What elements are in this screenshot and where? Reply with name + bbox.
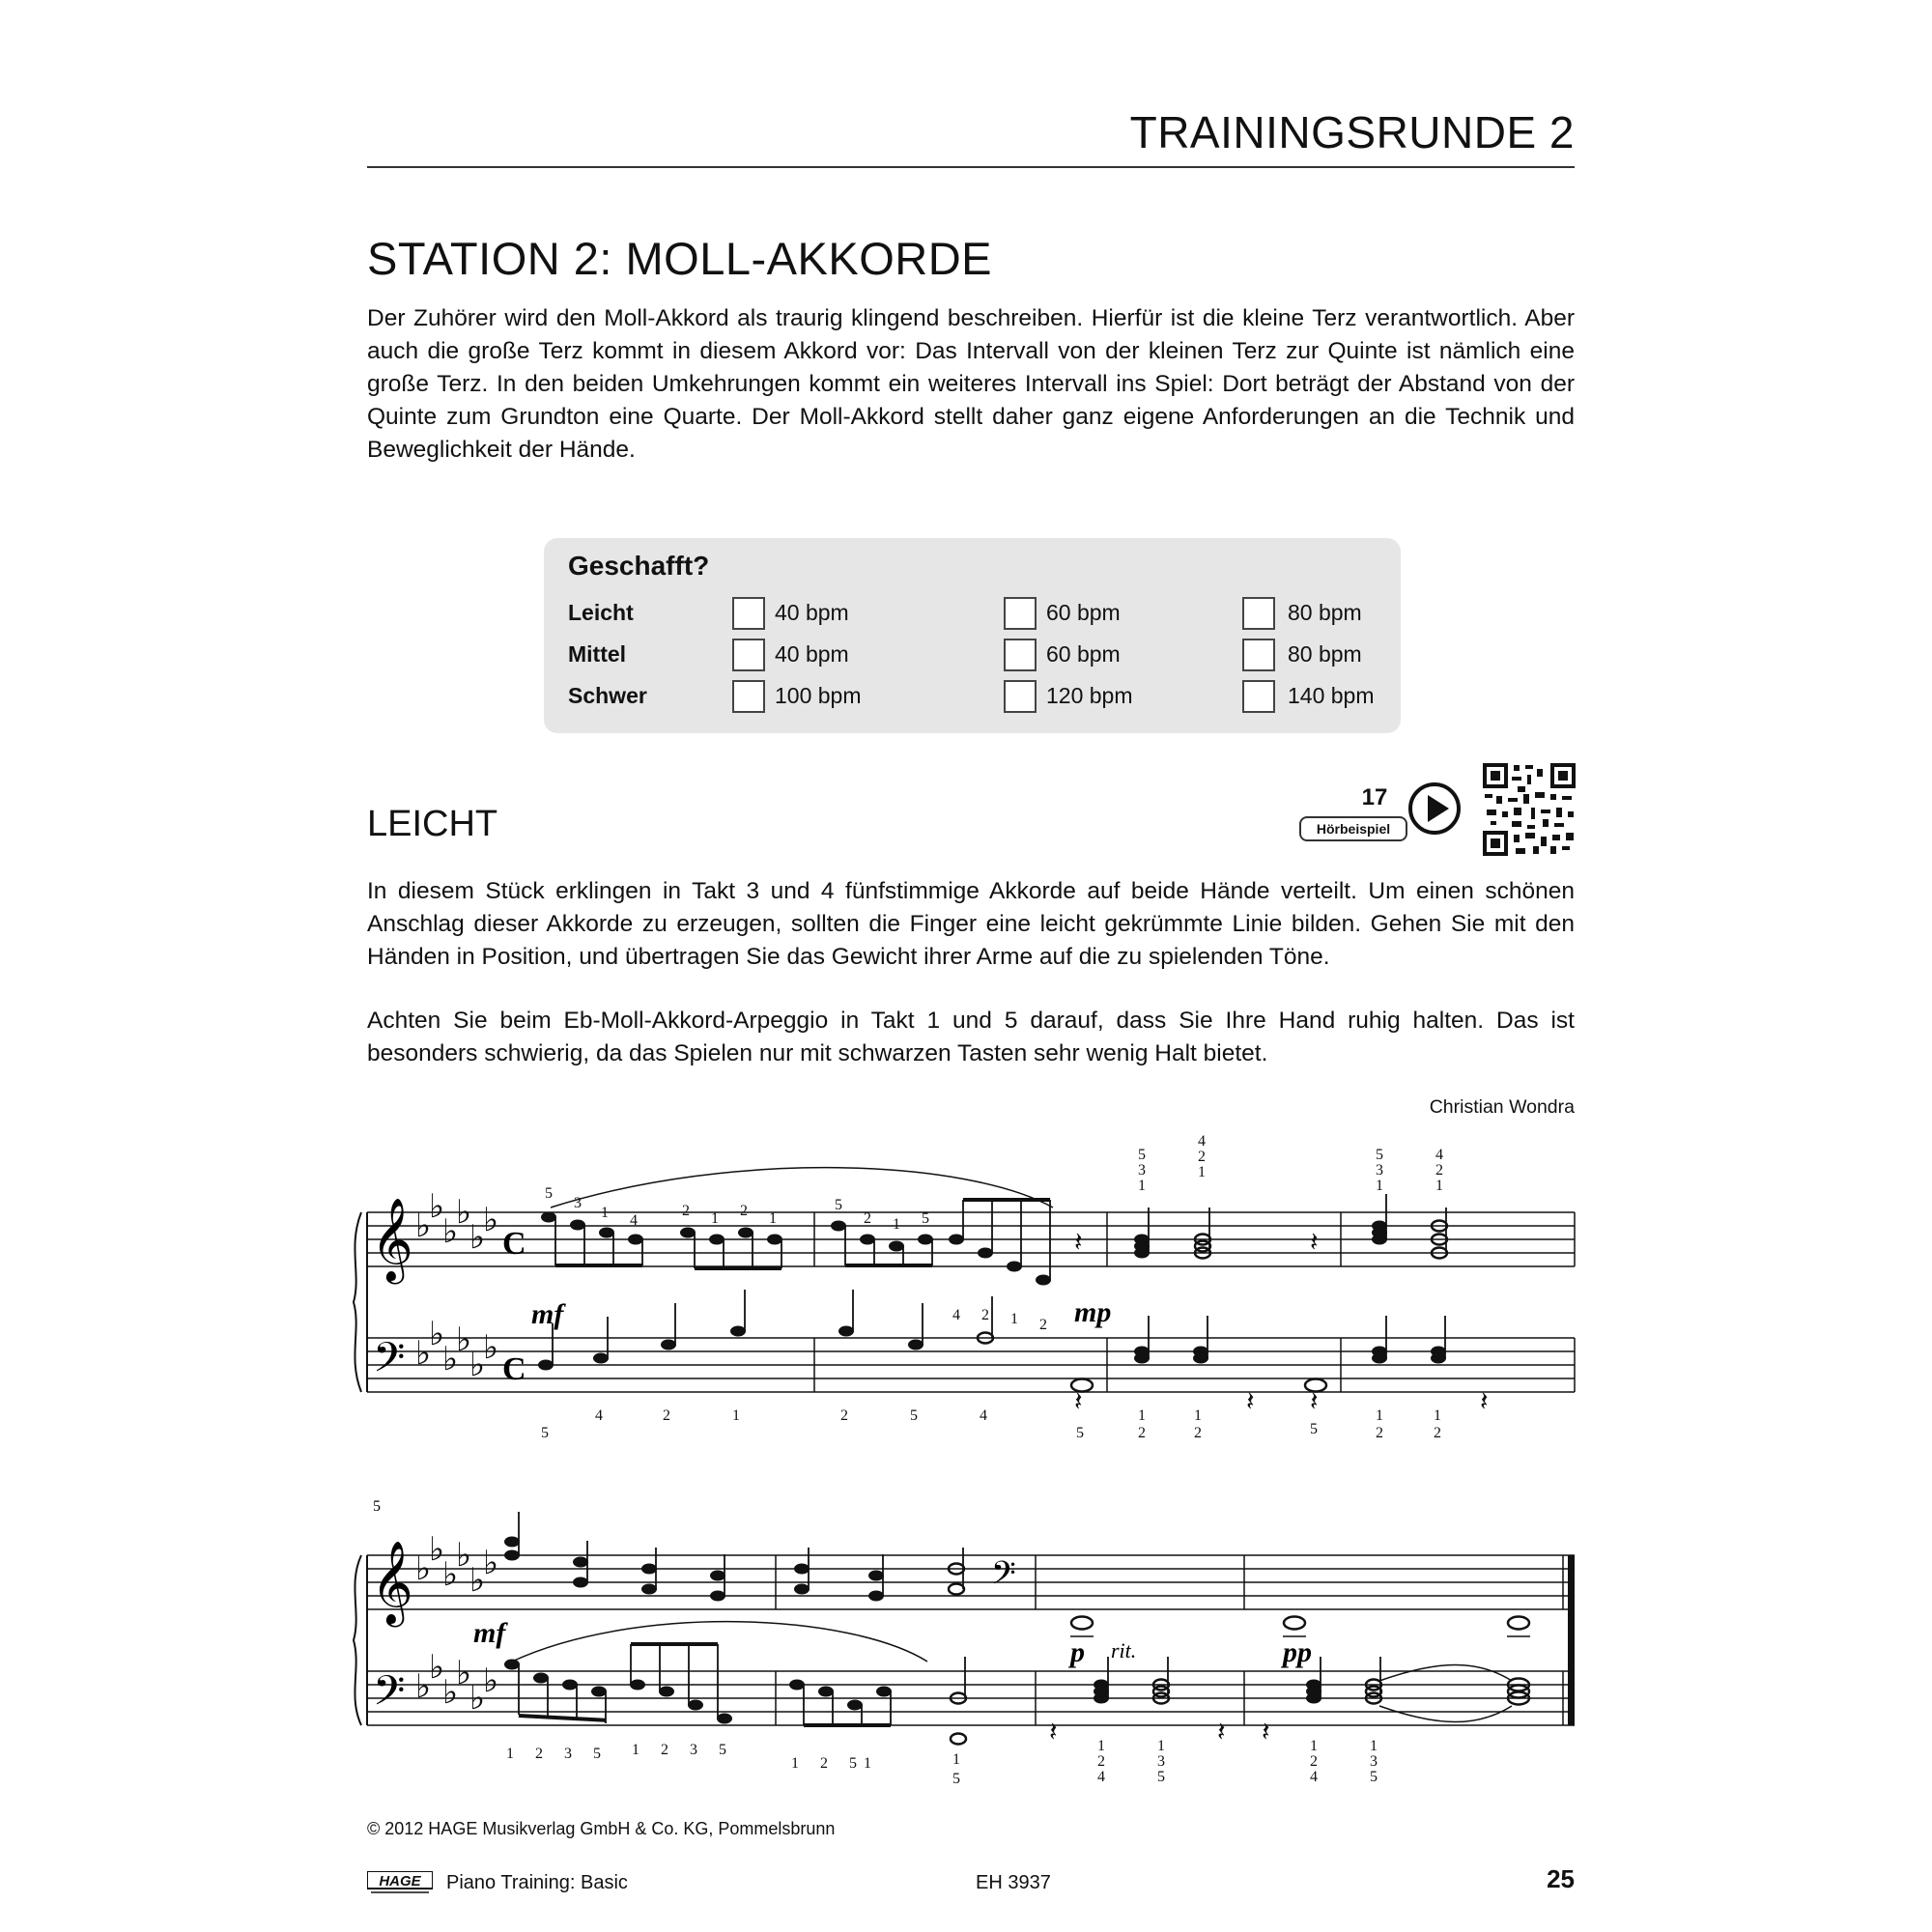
svg-text:♭: ♭ [429,1532,445,1568]
svg-text:1: 1 [506,1746,514,1762]
station-title: STATION 2: MOLL-AKKORDE [367,233,992,284]
svg-text:1: 1 [952,1751,960,1768]
svg-text:4: 4 [980,1407,987,1424]
svg-text:1: 1 [1097,1738,1105,1754]
svg-text:5: 5 [922,1210,929,1227]
svg-text:2: 2 [1097,1753,1105,1770]
svg-text:1: 1 [1310,1738,1318,1754]
svg-text:2: 2 [682,1203,690,1219]
audio-example-label: Hörbeispiel [1299,816,1407,841]
svg-text:4: 4 [1310,1769,1318,1785]
tempo-label: 120 bpm [1046,683,1133,708]
svg-text:4: 4 [1097,1769,1105,1785]
audio-track-number: 17 [1361,784,1388,810]
svg-text:1: 1 [1435,1178,1443,1194]
svg-text:5: 5 [835,1197,842,1213]
svg-text:♭: ♭ [469,1348,486,1383]
tempo-label: 40 bpm [775,641,849,667]
qr-code-icon[interactable] [1483,763,1576,856]
svg-text:♭: ♭ [456,1322,472,1358]
checkbox-schwer-3[interactable] [1242,680,1275,713]
svg-text:𝄽: 𝄽 [1074,1387,1083,1417]
svg-text:𝄞: 𝄞 [371,1544,413,1623]
svg-text:𝄽: 𝄽 [1262,1718,1270,1747]
svg-text:1: 1 [1376,1407,1383,1424]
svg-text:1: 1 [732,1407,740,1424]
svg-text:1: 1 [711,1210,719,1227]
svg-text:♭: ♭ [483,1663,499,1699]
svg-text:𝄽: 𝄽 [1074,1228,1083,1258]
svg-text:4: 4 [1198,1133,1206,1150]
checkbox-mittel-2[interactable] [1004,639,1037,671]
svg-text:♭: ♭ [483,1203,499,1238]
svg-text:♭: ♭ [442,1675,459,1711]
svg-text:𝄞: 𝄞 [371,1201,413,1280]
dynamic-p: p [1070,1636,1085,1668]
checklist-title: Geschafft? [568,551,710,581]
svg-text:♭: ♭ [456,1195,472,1231]
checkbox-mittel-3[interactable] [1242,639,1275,671]
edition-number: EH 3937 [976,1872,1051,1893]
svg-text:𝄽: 𝄽 [1310,1228,1319,1258]
leicht-paragraph-2: Achten Sie beim Eb-Moll-Akkord-Arpeggio in Takt 1 und 5 darauf, dass Sie Ihre Hand ruhig halten. Das ist besonders schwierig, da das Spielen nur mit schwarzen Tasten sehr wenig Halt bietet. [367,1008,1575,1066]
checkbox-schwer-2[interactable] [1004,680,1037,713]
score-system-2 [348,1488,1594,1797]
svg-text:♭: ♭ [469,1681,486,1717]
svg-text:3: 3 [1157,1753,1165,1770]
svg-text:♭: ♭ [415,1336,432,1372]
svg-text:♭: ♭ [429,1650,445,1686]
svg-text:♭: ♭ [415,1208,432,1244]
svg-text:1: 1 [791,1755,799,1772]
svg-text:♭: ♭ [442,1557,459,1593]
svg-text:4: 4 [1435,1147,1443,1163]
svg-text:2: 2 [661,1742,668,1758]
leicht-paragraph-1: In diesem Stück erklingen in Takt 3 und 4 fünfstimmige Akkorde auf beide Hände verteilt. Um einen schönen Anschlag dieser Akkorde zu erzeugen, sollten die Finger eine leicht gekrümmte Linie bilden. Gehen Sie mit den Händen in Position, und übertragen Sie das Gewicht ihrer Arme auf die zu spielenden Töne. [367,878,1575,970]
dynamic-mp: mp [1074,1296,1112,1328]
composer: Christian Wondra [1429,1096,1575,1118]
svg-text:2: 2 [535,1746,543,1762]
tempo-rit: rit. [1111,1638,1137,1662]
svg-text:2: 2 [1198,1149,1206,1165]
svg-text:1: 1 [893,1216,900,1233]
play-icon[interactable] [1428,795,1449,822]
score-system-1 [348,1130,1594,1459]
svg-text:C: C [502,1226,526,1262]
svg-text:2: 2 [1194,1425,1202,1441]
svg-text:1: 1 [1010,1311,1018,1327]
svg-text:𝄢: 𝄢 [373,1669,406,1724]
dynamic-mf-2: mf [473,1617,506,1649]
svg-text:𝄽: 𝄽 [1246,1387,1255,1417]
page-number: 25 [1547,1864,1575,1893]
svg-text:5: 5 [1376,1147,1383,1163]
svg-text:𝄽: 𝄽 [1480,1387,1489,1417]
svg-text:3: 3 [564,1746,572,1762]
svg-text:2: 2 [864,1210,871,1227]
svg-text:4: 4 [630,1212,638,1229]
tempo-label: 60 bpm [1046,600,1121,625]
svg-text:2: 2 [840,1407,848,1424]
book-title: Piano Training: Basic [446,1872,628,1893]
svg-text:3: 3 [1376,1162,1383,1179]
tempo-label: 140 bpm [1288,683,1375,708]
svg-text:2: 2 [663,1407,670,1424]
svg-text:5: 5 [1310,1421,1318,1437]
svg-text:𝄽: 𝄽 [1217,1718,1226,1747]
svg-text:1: 1 [632,1742,639,1758]
svg-text:5: 5 [593,1746,601,1762]
checkbox-schwer-1[interactable] [732,680,765,713]
dynamic-mf: mf [531,1298,564,1330]
svg-text:2: 2 [740,1203,748,1219]
svg-text:𝄽: 𝄽 [1310,1387,1319,1417]
svg-text:1: 1 [1434,1407,1441,1424]
svg-text:2: 2 [1138,1425,1146,1441]
tempo-label: 80 bpm [1288,641,1362,667]
svg-text:♭: ♭ [469,1220,486,1256]
checkbox-leicht-3[interactable] [1242,597,1275,630]
level-label-schwer: Schwer [568,683,647,708]
svg-text:2: 2 [1310,1753,1318,1770]
svg-text:5: 5 [1157,1769,1165,1785]
svg-text:1: 1 [1194,1407,1202,1424]
svg-text:5: 5 [910,1407,918,1424]
svg-text:2: 2 [1435,1162,1443,1179]
svg-text:5: 5 [849,1755,857,1772]
svg-text:5: 5 [719,1742,726,1758]
svg-text:𝄢: 𝄢 [373,1336,406,1391]
svg-text:2: 2 [1039,1317,1047,1333]
svg-text:5: 5 [952,1771,960,1787]
svg-text:1: 1 [1157,1738,1165,1754]
svg-text:♭: ♭ [456,1538,472,1574]
publisher-logo [367,1871,433,1894]
svg-text:3: 3 [690,1742,697,1758]
tempo-label: 60 bpm [1046,641,1121,667]
section-title: LEICHT [367,804,498,844]
svg-text:♭: ♭ [483,1330,499,1366]
measure-number: 5 [373,1498,381,1515]
header-rule [367,166,1575,168]
tempo-label: 80 bpm [1288,600,1362,625]
copyright: © 2012 HAGE Musikverlag GmbH & Co. KG, Pommelsbrunn [367,1819,836,1838]
svg-text:1: 1 [864,1755,871,1772]
svg-text:𝄽: 𝄽 [1049,1718,1058,1747]
svg-text:♭: ♭ [483,1546,499,1581]
svg-text:♭: ♭ [442,1214,459,1250]
svg-text:2: 2 [1434,1425,1441,1441]
svg-text:1: 1 [769,1210,777,1227]
dynamic-pp: pp [1283,1636,1312,1668]
svg-text:𝄢: 𝄢 [991,1555,1016,1599]
checkbox-leicht-2[interactable] [1004,597,1037,630]
svg-text:3: 3 [574,1195,582,1211]
running-head: TRAININGSRUNDE 2 [1129,107,1575,157]
svg-text:3: 3 [1370,1753,1378,1770]
svg-text:1: 1 [601,1205,609,1221]
svg-text:♭: ♭ [415,1551,432,1587]
svg-text:2: 2 [820,1755,828,1772]
svg-text:1: 1 [1198,1164,1206,1180]
svg-text:3: 3 [1138,1162,1146,1179]
level-label-mittel: Mittel [568,641,627,667]
svg-text:5: 5 [541,1425,549,1441]
svg-text:1: 1 [1370,1738,1378,1754]
svg-text:5: 5 [545,1185,553,1202]
svg-text:2: 2 [1376,1425,1383,1441]
svg-text:♭: ♭ [415,1669,432,1705]
svg-text:5: 5 [1076,1425,1084,1441]
level-label-leicht: Leicht [568,600,634,625]
svg-text:4: 4 [952,1307,960,1323]
checkbox-mittel-1[interactable] [732,639,765,671]
svg-text:♭: ♭ [429,1189,445,1225]
svg-text:1: 1 [1376,1178,1383,1194]
svg-text:♭: ♭ [442,1342,459,1378]
tempo-label: 100 bpm [775,683,862,708]
tempo-label: 40 bpm [775,600,849,625]
svg-text:♭: ♭ [429,1317,445,1352]
svg-text:2: 2 [981,1307,989,1323]
svg-text:5: 5 [1138,1147,1146,1163]
svg-text:1: 1 [1138,1407,1146,1424]
svg-text:4: 4 [595,1407,603,1424]
intro-paragraph: Der Zuhörer wird den Moll-Akkord als traurig klingend beschreiben. Hierfür ist die kleine Terz verantwortlich. Aber auch die große Terz kommt in diesem Akkord vor: Das Intervall von der kleinen Terz zur Quinte ist nämlich eine große Terz. In den beiden Umkehrungen kommt ein weiteres Intervall ins Spiel: Dort beträgt der Abstand von der Quinte zum Grundton eine Quarte. Der Moll-Akkord stellt daher ganz eigene Anforderungen an die Technik und Beweglichkeit der Hände. [367,305,1575,463]
svg-text:♭: ♭ [456,1656,472,1691]
svg-text:♭: ♭ [469,1563,486,1599]
svg-text:5: 5 [1370,1769,1378,1785]
logo-text: HAGE [379,1873,421,1889]
checkbox-leicht-1[interactable] [732,597,765,630]
svg-text:1: 1 [1138,1178,1146,1194]
svg-text:C: C [502,1351,526,1387]
